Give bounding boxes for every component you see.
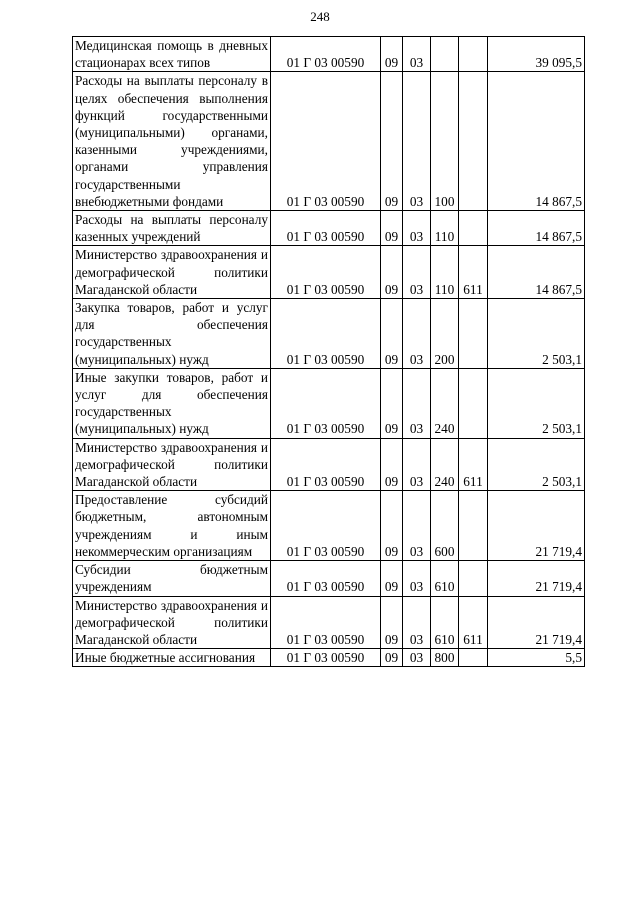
target-code: 01 Г 03 00590 <box>271 491 381 561</box>
section-code: 09 <box>381 491 403 561</box>
section-code: 09 <box>381 299 403 369</box>
target-code: 01 Г 03 00590 <box>271 72 381 211</box>
row-name: Иные бюджетные ассигнования <box>73 649 271 667</box>
amount: 21 719,4 <box>488 596 585 649</box>
grbs-code <box>459 368 488 438</box>
expense-type-code: 200 <box>431 299 459 369</box>
expense-type-code: 600 <box>431 491 459 561</box>
row-name: Предоставление субсидий бюджетным, автономным учреждениям и иным некоммерческим организациям <box>73 491 271 561</box>
table-row <box>73 596 585 649</box>
amount: 2 503,1 <box>488 299 585 369</box>
amount: 2 503,1 <box>488 368 585 438</box>
grbs-code <box>459 491 488 561</box>
section-code: 09 <box>381 561 403 596</box>
table-row <box>73 491 585 561</box>
target-code: 01 Г 03 00590 <box>271 37 381 72</box>
amount: 5,5 <box>488 649 585 667</box>
target-code: 01 Г 03 00590 <box>271 649 381 667</box>
row-name: Иные закупки товаров, работ и услуг для обеспечения государственных (муниципальных) нужд <box>73 368 271 438</box>
target-code: 01 Г 03 00590 <box>271 368 381 438</box>
table-row <box>73 368 585 438</box>
amount: 14 867,5 <box>488 72 585 211</box>
grbs-code <box>459 211 488 246</box>
row-name: Министерство здравоохранения и демографической политики Магаданской области <box>73 246 271 299</box>
section-code: 09 <box>381 246 403 299</box>
subsection-code: 03 <box>403 211 431 246</box>
target-code: 01 Г 03 00590 <box>271 561 381 596</box>
amount: 39 095,5 <box>488 37 585 72</box>
section-code: 09 <box>381 438 403 491</box>
expense-type-code: 100 <box>431 72 459 211</box>
table-row <box>73 561 585 596</box>
row-name: Министерство здравоохранения и демографической политики Магаданской области <box>73 438 271 491</box>
amount: 14 867,5 <box>488 246 585 299</box>
subsection-code: 03 <box>403 491 431 561</box>
expense-type-code: 240 <box>431 438 459 491</box>
grbs-code <box>459 649 488 667</box>
section-code: 09 <box>381 368 403 438</box>
grbs-code <box>459 561 488 596</box>
expense-type-code: 110 <box>431 246 459 299</box>
row-name: Закупка товаров, работ и услуг для обеспечения государственных (муниципальных) нужд <box>73 299 271 369</box>
subsection-code: 03 <box>403 299 431 369</box>
table-row <box>73 72 585 211</box>
amount: 14 867,5 <box>488 211 585 246</box>
expense-type-code: 610 <box>431 561 459 596</box>
expense-type-code: 800 <box>431 649 459 667</box>
grbs-code <box>459 299 488 369</box>
target-code: 01 Г 03 00590 <box>271 211 381 246</box>
subsection-code: 03 <box>403 649 431 667</box>
subsection-code: 03 <box>403 561 431 596</box>
subsection-code: 03 <box>403 246 431 299</box>
target-code: 01 Г 03 00590 <box>271 299 381 369</box>
table-row <box>73 246 585 299</box>
expense-type-code: 610 <box>431 596 459 649</box>
row-name: Субсидии бюджетным учреждениям <box>73 561 271 596</box>
row-name: Министерство здравоохранения и демографической политики Магаданской области <box>73 596 271 649</box>
subsection-code: 03 <box>403 72 431 211</box>
table-row <box>73 438 585 491</box>
budget-table <box>72 36 585 667</box>
table-row <box>73 211 585 246</box>
grbs-code: 611 <box>459 596 488 649</box>
row-name: Медицинская помощь в дневных стационарах всех типов <box>73 37 271 72</box>
section-code: 09 <box>381 596 403 649</box>
grbs-code <box>459 72 488 211</box>
section-code: 09 <box>381 649 403 667</box>
subsection-code: 03 <box>403 368 431 438</box>
expense-type-code: 110 <box>431 211 459 246</box>
expense-type-code: 240 <box>431 368 459 438</box>
target-code: 01 Г 03 00590 <box>271 596 381 649</box>
subsection-code: 03 <box>403 438 431 491</box>
section-code: 09 <box>381 211 403 246</box>
table-row <box>73 649 585 667</box>
row-name: Расходы на выплаты персоналу казенных учреждений <box>73 211 271 246</box>
expense-type-code <box>431 37 459 72</box>
subsection-code: 03 <box>403 37 431 72</box>
row-name: Расходы на выплаты персоналу в целях обеспечения выполнения функций государственными (муниципальными) органами, казенными учреждениями, органами управления государственными внебюджетными фондами <box>73 72 271 211</box>
grbs-code: 611 <box>459 246 488 299</box>
amount: 21 719,4 <box>488 491 585 561</box>
target-code: 01 Г 03 00590 <box>271 438 381 491</box>
page-number: 248 <box>310 9 330 24</box>
subsection-code: 03 <box>403 596 431 649</box>
grbs-code <box>459 37 488 72</box>
section-code: 09 <box>381 37 403 72</box>
table-row <box>73 37 585 72</box>
grbs-code: 611 <box>459 438 488 491</box>
table-row <box>73 299 585 369</box>
target-code: 01 Г 03 00590 <box>271 246 381 299</box>
amount: 21 719,4 <box>488 561 585 596</box>
section-code: 09 <box>381 72 403 211</box>
amount: 2 503,1 <box>488 438 585 491</box>
